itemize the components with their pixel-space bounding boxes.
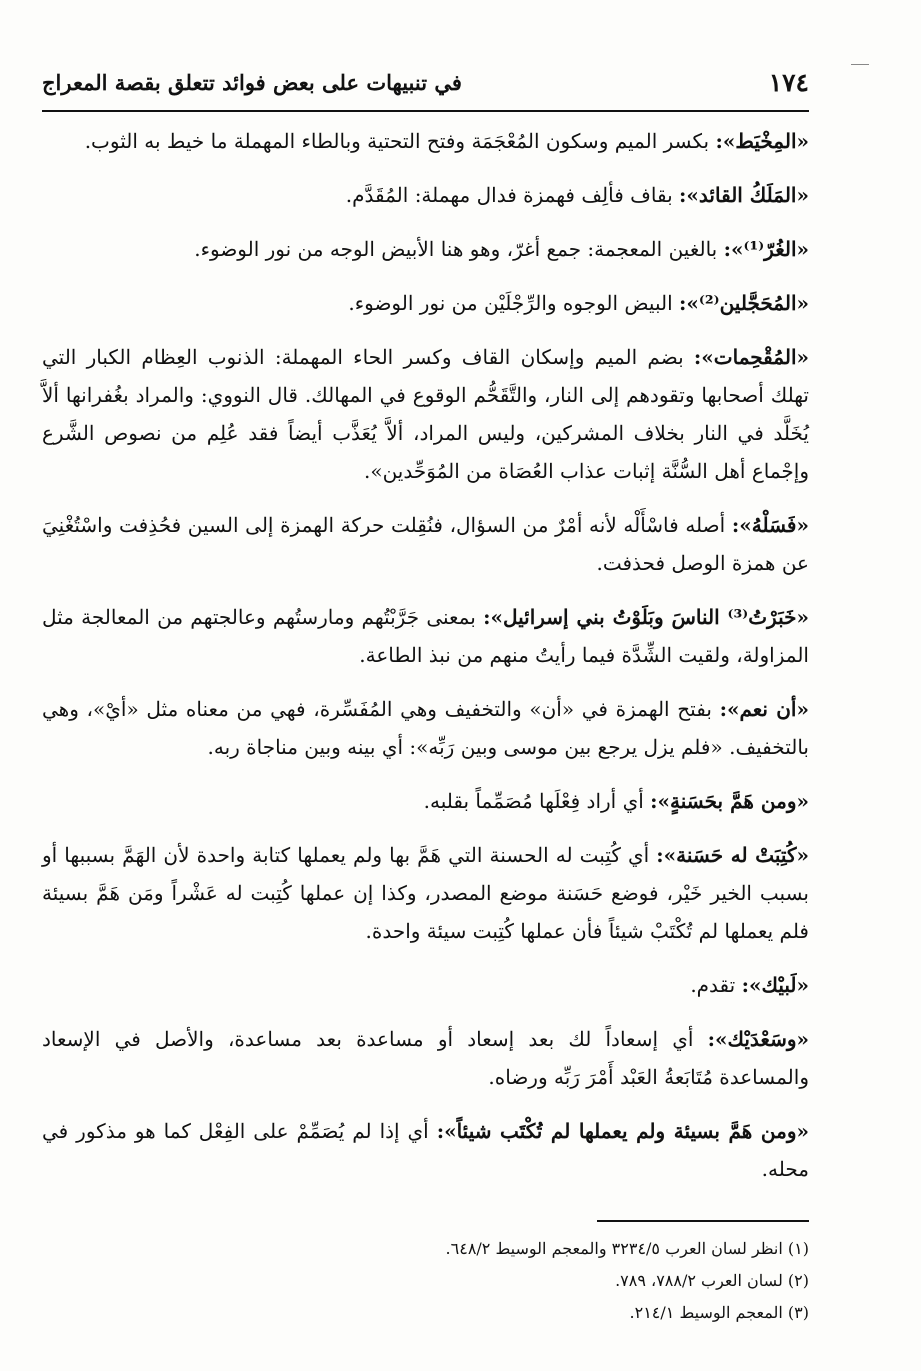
paragraph: [42, 690, 809, 766]
paragraph: [42, 1020, 809, 1096]
paragraph: [42, 1112, 809, 1188]
paragraph: [42, 284, 809, 322]
lemma: «وسَعْدَيْك»:: [707, 1027, 809, 1051]
paragraph: [42, 782, 809, 820]
gloss: أي إذا لم يُصَمِّمْ على الفِعْل كما هو مذكور في محله.: [42, 1119, 809, 1181]
paragraph: [42, 506, 809, 582]
lemma: «كُتِبَتْ له حَسَنة»:: [656, 843, 809, 867]
running-title: في تنبيهات على بعض فوائد تتعلق بقصة المعراج: [42, 70, 462, 95]
page-number: ١٧٤: [768, 68, 809, 97]
lemma: «ومن هَمَّ بحَسَنةٍ»:: [650, 789, 809, 813]
gloss: بضم الميم وإسكان القاف وكسر الحاء المهملة: الذنوب العِظام الكبار التي تهلك أصحابها وتقودهم إلى النار، والتَّقَحُّم الوقوع في المهالك. قال النووي: والمراد بغُفرانها ألاَّ يُخَلَّد في النار بخلاف المشركين، وليس المراد، ألاَّ يُعَذَّب أيضاً فقد عُلِم من نصوص الشَّرع وإجْماع أهل السُّنَّة إثبات عذاب العُصَاة من المُوَحِّدين».: [42, 345, 809, 483]
lemma: «المَلَكُ القائد»:: [679, 183, 809, 207]
lemma: «فَسَلْهُ»:: [731, 513, 809, 537]
gloss: بفتح الهمزة في «أن» والتخفيف وهي المُفَسِّرة، فهي من معناه مثل «أيْ»، وهي بالتخفيف. «فلم يزل يرجع بين موسى وبين رَبِّه»: أي بينه وبين مناجاة ربه.: [42, 697, 809, 759]
gloss: بمعنى جَرَّبْتُهم ومارستُهم وعالجتهم من المعالجة مثل المزاولة، ولقيت الشِّدَّة فيما رأيتُ منهم من نبذ الطاعة.: [42, 605, 809, 667]
gloss: بالغين المعجمة: جمع أغرّ، وهو هنا الأبيض الوجه من نور الوضوء.: [194, 237, 724, 261]
paragraph: [42, 836, 809, 950]
paragraph: [42, 230, 809, 268]
lemma: «المُقْحِمات»:: [693, 345, 809, 369]
lemma: «ومن هَمَّ بسيئة ولم يعملها لم تُكْتَب شيئاً»:: [436, 1119, 809, 1143]
lemma: «المِخْيَط»:: [715, 129, 809, 153]
lemma: «خَبَرْتُ⁽³⁾ الناسَ وبَلَوْتُ بني إسرائيل»:: [483, 605, 809, 629]
paragraph: [42, 176, 809, 214]
paragraph: [42, 122, 809, 160]
paragraph: [42, 598, 809, 674]
paragraph: [42, 338, 809, 490]
gloss: أي كُتِبت له الحسنة التي هَمَّ بها ولم يعملها كتابة واحدة لأن الهَمَّ بسببها أو بسبب الخير خَيْر، فوضع حَسَنة موضع المصدر، وكذا إن عملها كُتِبت له عَشْراً ومَن هَمَّ بسيئة فلم يعملها لم تُكْتَبْ شيئاً فأن عملها كُتِبت سيئة واحدة.: [42, 843, 809, 943]
footnotes: [42, 1233, 809, 1329]
lemma: «لَبيْك»:: [741, 973, 809, 997]
footnote: (٢) لسان العرب ٧٨٨/٢، ٧٨٩.: [615, 1271, 809, 1290]
gloss: تقدم.: [690, 973, 742, 997]
gloss: بكسر الميم وسكون المُعْجَمَة وفتح التحتية وبالطاء المهملة ما خيط به الثوب.: [84, 129, 716, 153]
page-header: [42, 62, 809, 112]
gloss: البيض الوجوه والرِّجْلَيْن من نور الوضوء.: [348, 291, 680, 315]
gloss: أصله فاسْأَلْه لأنه أمْرٌ من السؤال، فنُقِلت حركة الهمزة إلى السين فحُذِفت واسْتُغْنِيَ عن همزة الوصل فحذفت.: [42, 513, 809, 575]
gloss: أي إسعاداً لك بعد إسعاد أو مساعدة بعد مساعدة، والأصل في الإسعاد والمساعدة مُتَابَعةُ العَبْد أَمْرَ رَبِّه ورضاه.: [42, 1027, 809, 1089]
lemma: «أن نعم»:: [719, 697, 809, 721]
gloss: بقاف فألِف فهمزة فدال مهملة: المُقَدَّم.: [345, 183, 680, 207]
body-text: [42, 122, 809, 1204]
gloss: أي أراد فِعْلَها مُصَمِّماً بقلبه.: [423, 789, 651, 813]
lemma: «الغُرّ⁽¹⁾»:: [723, 237, 809, 261]
footnote: (١) انظر لسان العرب ٣٢٣٤/٥ والمعجم الوسيط ٦٤٨/٢.: [445, 1239, 809, 1258]
footnote: (٣) المعجم الوسيط ٢١٤/١.: [629, 1303, 809, 1322]
corner-mark: [851, 64, 869, 65]
lemma: «المُحَجَّلين⁽²⁾»:: [679, 291, 809, 315]
paragraph: [42, 966, 809, 1004]
footnote-rule: [597, 1220, 809, 1222]
